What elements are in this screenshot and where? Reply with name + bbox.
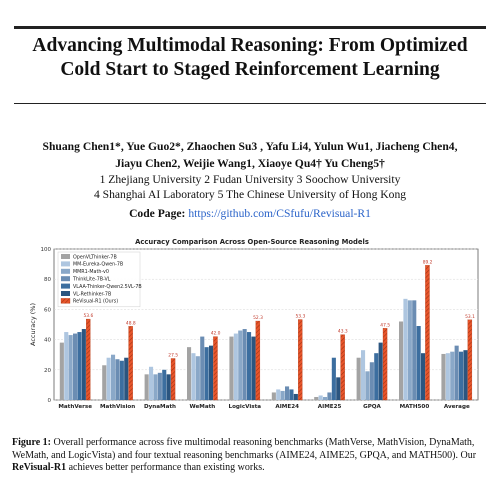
bar <box>272 392 276 400</box>
author-list <box>0 138 500 172</box>
bar <box>421 353 425 400</box>
figure-caption <box>12 437 490 475</box>
title-bottom-rule <box>14 103 486 104</box>
bar-value-label: 89.2 <box>422 260 433 266</box>
highlight-bar <box>86 319 90 400</box>
bar <box>357 358 361 400</box>
x-tick-label: AIME25 <box>317 404 342 410</box>
code-page-line <box>0 207 500 220</box>
bar <box>332 358 336 400</box>
bar <box>314 397 318 400</box>
highlight-bar <box>298 320 302 400</box>
bar <box>285 386 289 400</box>
x-tick-label: DynaMath <box>143 404 177 410</box>
legend-swatch <box>61 298 70 303</box>
bar <box>319 395 323 400</box>
bar <box>167 374 171 400</box>
bar <box>459 352 463 400</box>
highlight-bar <box>425 265 429 400</box>
legend-swatch <box>61 269 70 274</box>
code-page-label: Code Page: <box>129 207 186 220</box>
highlight-bar <box>256 321 260 400</box>
legend-entry: MM-Eureka-Qwen-7B <box>73 262 124 268</box>
highlight-bar <box>171 358 175 400</box>
bar <box>115 359 119 400</box>
bar <box>276 389 280 400</box>
highlight-bar <box>468 320 472 400</box>
x-tick-label: GPQA <box>363 404 381 410</box>
bar <box>327 392 331 400</box>
highlight-bar <box>383 328 387 400</box>
bar <box>187 347 191 400</box>
bar <box>450 352 454 400</box>
bar-value-label: 53.6 <box>83 314 94 320</box>
bar-value-label: 48.8 <box>125 321 136 327</box>
bar <box>120 361 124 400</box>
bar-value-label: 43.3 <box>337 329 348 335</box>
bar <box>446 353 450 400</box>
bar <box>205 347 209 400</box>
bar <box>370 362 374 400</box>
highlight-bar <box>129 326 133 400</box>
bar <box>412 300 416 400</box>
legend-swatch <box>61 291 70 296</box>
bar <box>463 350 467 400</box>
bar <box>60 343 64 400</box>
bar <box>417 326 421 400</box>
bar <box>365 371 369 400</box>
bar <box>243 329 247 400</box>
bar <box>281 391 285 400</box>
bar <box>162 370 166 400</box>
highlight-bar <box>213 337 217 400</box>
bar <box>399 321 403 400</box>
legend-swatch <box>61 261 70 266</box>
bar <box>289 389 293 400</box>
affiliation-line-1: 1 Zhejiang University 2 Fudan University 3 Soochow University <box>99 173 401 186</box>
bar <box>294 394 298 400</box>
paper-title <box>0 34 500 82</box>
legend-entry: MMR1-Math-v0 <box>73 270 109 276</box>
bar <box>379 343 383 400</box>
bar <box>111 355 115 400</box>
bar-value-label: 53.3 <box>295 314 306 320</box>
code-page-link[interactable]: https://github.com/CSfufu/Revisual-R1 <box>188 207 371 220</box>
bar <box>102 365 106 400</box>
bar-value-label: 42.0 <box>210 331 221 337</box>
bar <box>209 346 213 400</box>
bar <box>69 335 73 400</box>
x-tick-label: AIME24 <box>275 404 299 410</box>
caption-text-b: achieves better performance than existing works. <box>66 462 265 474</box>
bar-value-label: 53.1 <box>465 314 475 320</box>
bar-value-label: 52.3 <box>253 316 263 322</box>
legend-entry: ReVisual-R1 (Ours) <box>73 299 119 305</box>
bar <box>73 334 77 400</box>
affiliation-line-2: 4 Shanghai AI Laboratory 5 The Chinese University of Hong Kong <box>93 188 407 201</box>
legend-entry: OpenVLThinker-7B <box>73 255 117 261</box>
caption-text-a: Overall performance across five multimodal reasoning benchmarks (MathVerse, MathVision, DynaMath, WeMath, and LogicVista) and four textual reasoning benchmarks (AIME24, AIME25, GPQA, and MATH500). Our <box>12 437 477 461</box>
y-tick-label: 80 <box>44 277 51 284</box>
bar <box>441 354 445 400</box>
bar <box>336 377 340 400</box>
bar <box>247 332 251 400</box>
bar <box>374 353 378 400</box>
authors-line-2: Jiayu Chen2, Weijie Wang1, Xiaoye Qu4† Yu Cheng5† <box>115 157 385 170</box>
bar <box>82 329 86 400</box>
bar <box>124 358 128 400</box>
y-axis-label: Accuracy (%) <box>29 303 37 346</box>
y-tick-label: 0 <box>47 398 51 404</box>
bar <box>158 373 162 400</box>
bar <box>238 331 242 400</box>
authors-line-1: Shuang Chen1*, Yue Guo2*, Zhaochen Su3 , Yafu Li4, Yulun Wu1, Jiacheng Chen4, <box>42 140 458 153</box>
bar <box>403 299 407 400</box>
bar <box>107 358 111 400</box>
accuracy-bar-chart <box>0 232 500 437</box>
highlight-bar <box>341 335 345 400</box>
affiliations <box>0 172 500 202</box>
legend-swatch <box>61 254 70 259</box>
bar <box>234 334 238 400</box>
y-tick-label: 60 <box>44 307 51 314</box>
bar <box>153 374 157 400</box>
bar <box>361 350 365 400</box>
bar <box>229 337 233 400</box>
x-tick-label: WeMath <box>189 404 216 410</box>
x-tick-label: MATH500 <box>399 404 430 410</box>
chart-title: Accuracy Comparison Across Open-Source Reasoning Models <box>135 238 369 246</box>
y-tick-label: 100 <box>40 247 51 253</box>
y-tick-label: 40 <box>44 337 51 344</box>
bar <box>149 367 153 400</box>
y-tick-label: 20 <box>44 367 51 374</box>
legend-entry: ThinkLite-7B-VL <box>73 277 111 283</box>
x-tick-label: MathVision <box>99 404 136 410</box>
legend-entry: VL-Rethinker-7B <box>73 292 112 298</box>
bar <box>196 356 200 400</box>
bar <box>200 337 204 400</box>
bar <box>145 374 149 400</box>
legend-swatch <box>61 284 70 289</box>
x-tick-label: MathVerse <box>58 404 93 410</box>
x-tick-label: Average <box>443 404 470 410</box>
x-tick-label: LogicVista <box>228 404 262 410</box>
bar <box>455 346 459 400</box>
title-line-1: Advancing Multimodal Reasoning: From Optimized <box>32 35 468 56</box>
bar <box>191 353 195 400</box>
bar <box>251 337 255 400</box>
legend-swatch <box>61 276 70 281</box>
plot-area <box>29 247 478 410</box>
title-line-2: Cold Start to Staged Reinforcement Learning <box>60 59 440 80</box>
legend-entry: VLAA-Thinker-Qwen2.5VL-7B <box>73 284 142 290</box>
bar <box>323 397 327 400</box>
bar <box>64 332 68 400</box>
title-top-rule <box>14 26 486 29</box>
bar <box>408 300 412 400</box>
caption-model-name: ReVisual-R1 <box>12 462 67 474</box>
caption-label: Figure 1: <box>12 437 51 448</box>
bar <box>77 332 81 400</box>
bar-value-label: 47.5 <box>380 323 391 329</box>
bar-value-label: 27.5 <box>168 353 179 359</box>
